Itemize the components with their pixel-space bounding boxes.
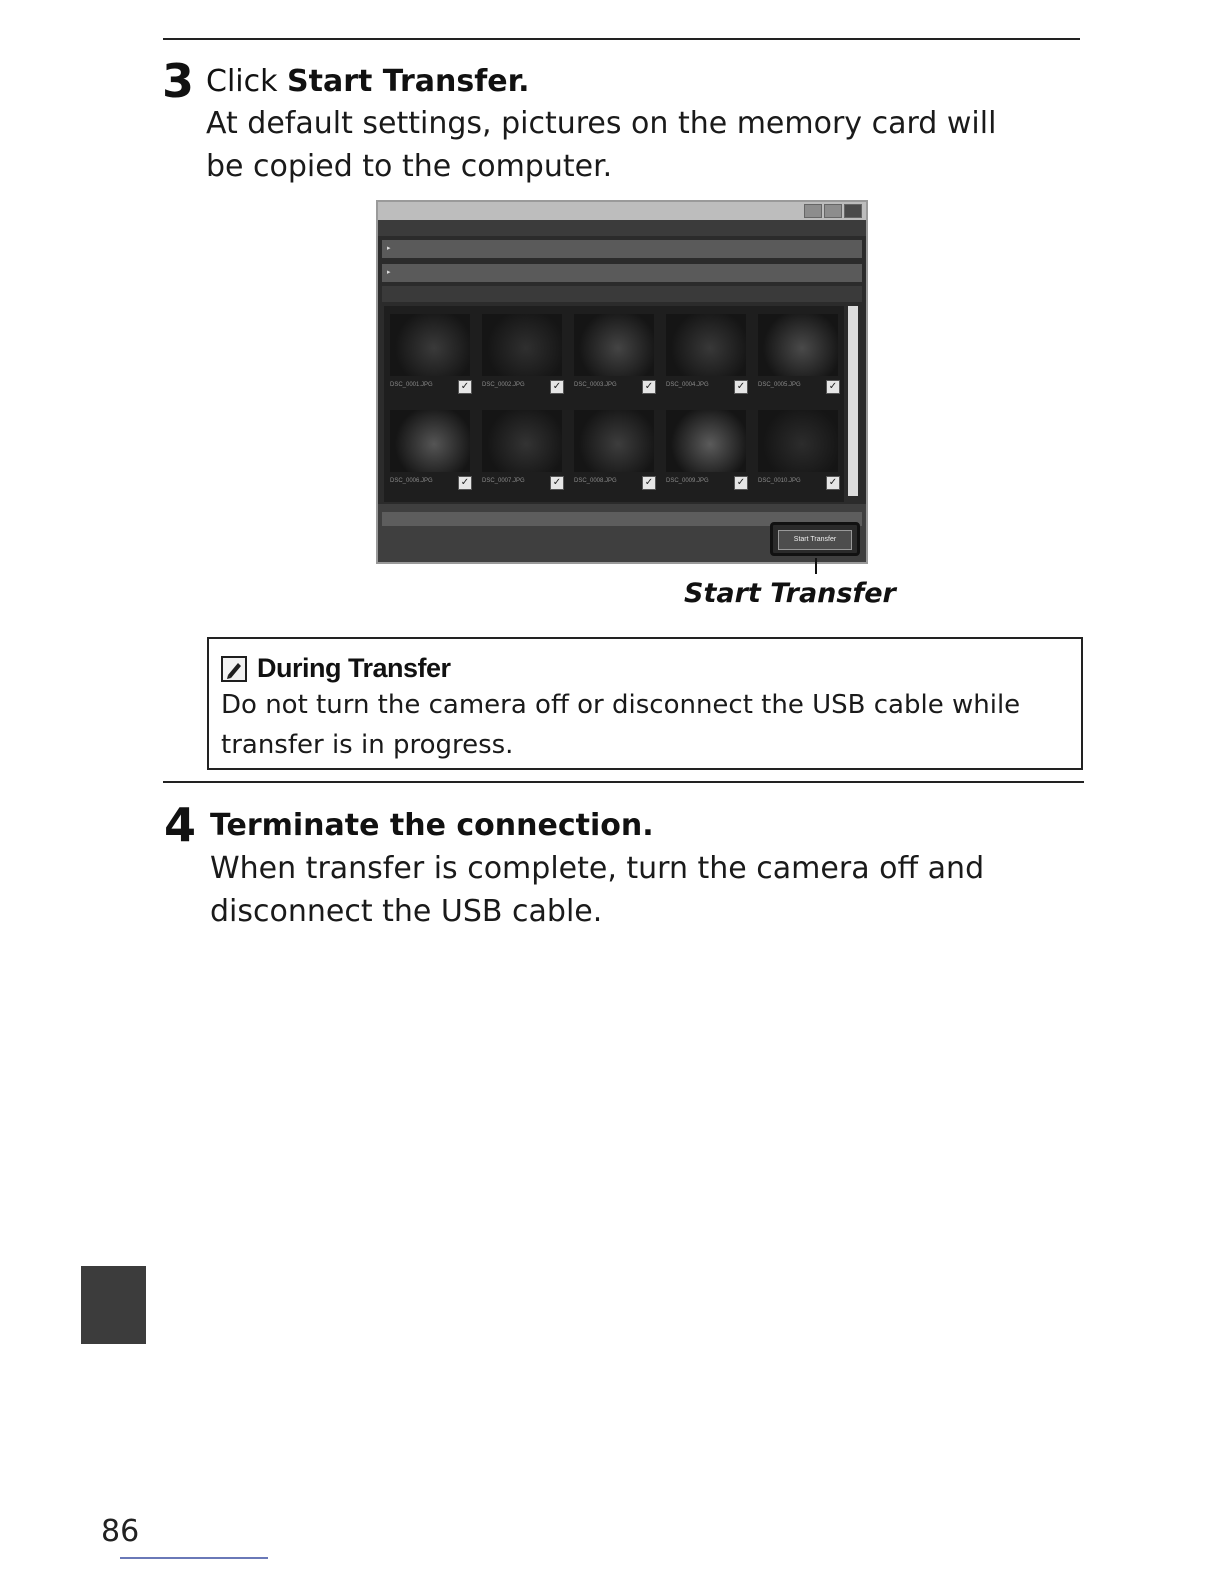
thumbnail-item[interactable] (570, 404, 658, 500)
pencil-note-icon (221, 656, 247, 682)
step-3-number: 3 (162, 54, 195, 108)
screenshot-menu-bar (378, 220, 866, 236)
start-transfer-callout: Start Transfer (684, 578, 896, 609)
thumbnail-item[interactable] (570, 308, 658, 404)
thumbnail-caption: DSC_0003.JPG (574, 382, 617, 388)
thumbnails-panel (382, 264, 862, 282)
thumbnail-checkbox[interactable]: ✓ (550, 380, 564, 394)
step-3-heading-bold: Start Transfer. (287, 64, 530, 99)
step-4-body: When transfer is complete, turn the camera off and disconnect the USB cable. (210, 851, 985, 929)
thumbnail-item[interactable] (754, 308, 842, 404)
thumbnail-image (482, 314, 562, 376)
step-3-heading (206, 64, 530, 100)
thumbnail-checkbox[interactable]: ✓ (734, 476, 748, 490)
thumbnail-item[interactable] (662, 404, 750, 500)
thumbnail-checkbox[interactable]: ✓ (458, 476, 472, 490)
start-transfer-button[interactable] (770, 522, 860, 556)
thumbnail-image (758, 410, 838, 472)
note-title: During Transfer (257, 653, 451, 683)
thumbnail-item[interactable] (478, 308, 566, 404)
thumbnail-checkbox[interactable]: ✓ (642, 476, 656, 490)
thumbnail-caption: DSC_0010.JPG (758, 478, 801, 484)
thumbnail-item[interactable] (386, 308, 474, 404)
thumbnail-image (758, 314, 838, 376)
step-3-body: At default settings, pictures on the memory card will be copied to the computer. (206, 106, 997, 184)
thumbnail-checkbox[interactable]: ✓ (550, 476, 564, 490)
maximize-icon (824, 204, 842, 218)
thumbnail-caption: DSC_0006.JPG (390, 478, 433, 484)
step-4-number: 4 (164, 798, 197, 852)
thumbnail-image (666, 410, 746, 472)
minimize-icon (804, 204, 822, 218)
screenshot-title-bar (378, 202, 866, 220)
step-3-heading-prefix: Click (206, 64, 288, 99)
window-controls (804, 204, 862, 218)
step-4-top-rule (163, 781, 1084, 783)
thumbnail-checkbox[interactable]: ✓ (458, 380, 472, 394)
thumbnail-grid (384, 306, 844, 502)
start-transfer-button-label: Start Transfer (778, 530, 852, 550)
page-number: 86 (101, 1514, 140, 1549)
thumbnail-image (666, 314, 746, 376)
source-panel (382, 240, 862, 258)
page-number-underline (120, 1557, 268, 1559)
thumbnail-caption: DSC_0007.JPG (482, 478, 525, 484)
close-icon (844, 204, 862, 218)
thumbnail-caption: DSC_0005.JPG (758, 382, 801, 388)
thumbnail-item[interactable] (386, 404, 474, 500)
thumbnail-image (390, 410, 470, 472)
step-3-top-rule (163, 38, 1080, 40)
callout-leader-line (815, 558, 817, 574)
thumbnail-image (390, 314, 470, 376)
thumbnail-item[interactable] (754, 404, 842, 500)
thumbnail-item[interactable] (662, 308, 750, 404)
thumbnail-scrollbar[interactable] (848, 306, 858, 496)
transfer-app-screenshot (376, 200, 868, 564)
thumbnail-checkbox[interactable]: ✓ (734, 380, 748, 394)
thumbnail-image (574, 410, 654, 472)
thumbnail-caption: DSC_0002.JPG (482, 382, 525, 388)
during-transfer-note (207, 637, 1083, 770)
thumbnail-checkbox[interactable]: ✓ (826, 380, 840, 394)
thumbnail-caption: DSC_0009.JPG (666, 478, 709, 484)
section-tab-marker (81, 1266, 146, 1344)
thumbnail-caption: DSC_0004.JPG (666, 382, 709, 388)
thumbnail-item[interactable] (478, 404, 566, 500)
thumbnail-toolbar (382, 286, 862, 302)
note-text: Do not turn the camera off or disconnect the USB cable while transfer is in progress. (221, 690, 1021, 760)
thumbnail-checkbox[interactable]: ✓ (642, 380, 656, 394)
step-4-heading: Terminate the connection. (210, 808, 654, 843)
thumbnail-image (574, 314, 654, 376)
thumbnail-checkbox[interactable]: ✓ (826, 476, 840, 490)
thumbnail-image (482, 410, 562, 472)
thumbnail-caption: DSC_0001.JPG (390, 382, 433, 388)
thumbnail-caption: DSC_0008.JPG (574, 478, 617, 484)
